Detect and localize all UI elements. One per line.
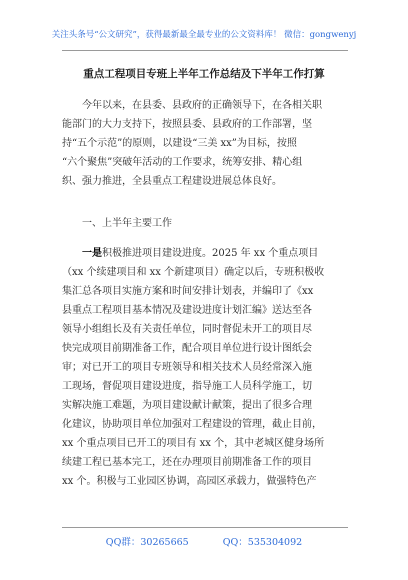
footer-contact	[0, 534, 408, 548]
paragraph-first-line: 积极推进项目建设进度。2025 年 xx 个重点项目	[102, 248, 319, 259]
footer-divider	[62, 527, 348, 528]
text-line: 能部门的大力支持下，按照县委、县政府的工作部署，坚	[62, 119, 312, 130]
section-heading: 一、上半年主要工作	[82, 218, 172, 229]
text-line: 县重点工程项目基本情况及建设进度计划汇编》送达至各	[62, 305, 312, 316]
text-line: 集汇总各项目实施方案和时间安排计划表，并编印了《xx	[62, 286, 314, 297]
text-line: 审；对已开工的项目专班领导和相关技术人员经常深入施	[62, 362, 312, 373]
text-line: 快完成项目前期准备工作，配合项目单位进行设计图纸会	[62, 343, 312, 354]
text-line: xx 个。积极与工业园区协调，高园区承载力，做强特色产	[62, 476, 317, 487]
intro-paragraph	[62, 96, 350, 191]
footer-qq: QQ：535304092	[222, 537, 303, 548]
header-note: 关注头条号“公文研究”，获得最新最全最专业的公文资料库！ 微信：gongwenyj	[51, 30, 357, 40]
text-line: 工现场，督促项目建设进度，指导施工人员科学施工，切	[62, 381, 312, 392]
text-line: 织、强力推进，全县重点工程建设进展总体良好。	[62, 176, 282, 187]
text-line: （xx 个续建项目和 xx 个新建项目）确定以后，专班积极收	[62, 267, 325, 278]
body-paragraph	[62, 244, 350, 491]
paragraph-lead: 一是	[82, 248, 102, 259]
text-line: 化建议，协助项目单位加强对工程建设的管理，截止目前，	[62, 419, 322, 430]
text-line: “六个聚焦”突破年活动的工作要求，统筹安排、精心组	[62, 157, 303, 168]
text-line: xx 个重点项目已开工的项目有 xx 个，其中老城区健身场所	[62, 438, 325, 449]
text-line: 持“五个示范”的原则，以建设“三美 xx”为目标，按照	[62, 138, 297, 149]
text-line: 实解决施工难题，为项目建设献计献策，提出了很多合理	[62, 400, 312, 411]
header-divider	[62, 50, 348, 51]
text-line: 续建工程已基本完工，还在办理项目前期准备工作的项目	[62, 457, 312, 468]
document-title: 重点工程项目专班上半年工作总结及下半年工作打算	[83, 68, 325, 80]
footer-qq-group: QQ群：30265665	[105, 537, 189, 548]
text-line: 领导小组组长及有关责任单位，同时督促未开工的项目尽	[62, 324, 312, 335]
text-line: 今年以来，在县委、县政府的正确领导下，在各相关职	[82, 100, 322, 111]
text-line	[62, 244, 350, 263]
